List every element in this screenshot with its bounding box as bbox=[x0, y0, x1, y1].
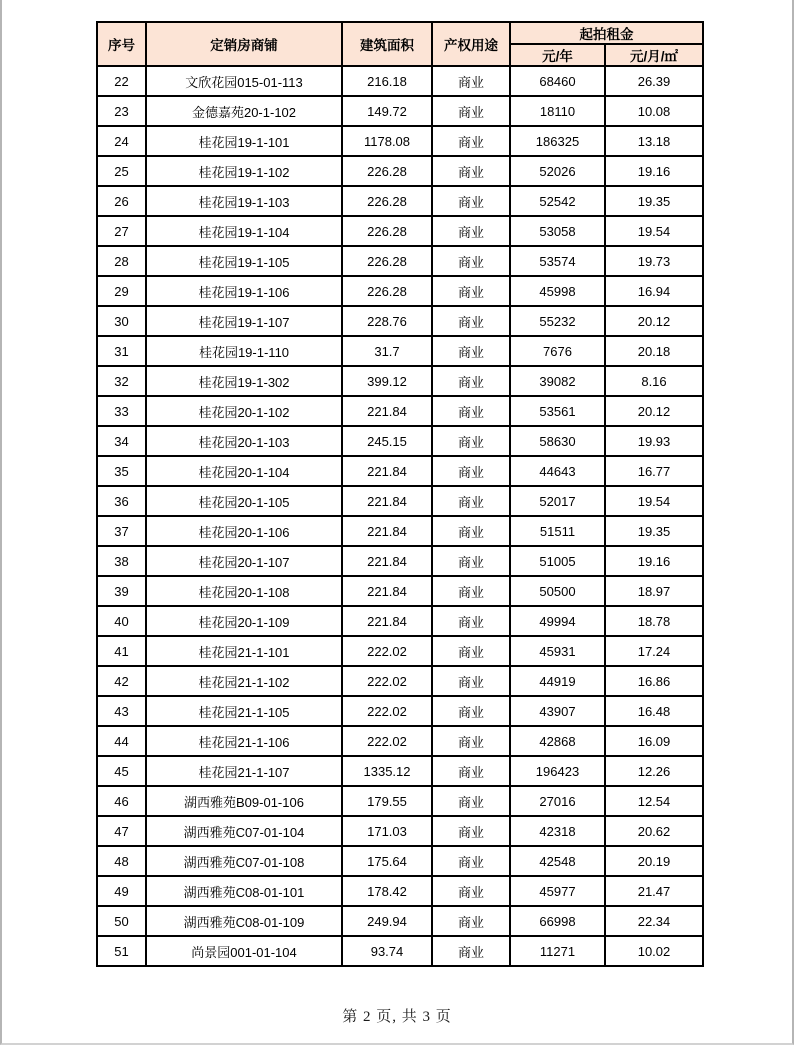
index-cell: 48 bbox=[97, 846, 146, 876]
usage-cell: 商业 bbox=[432, 606, 510, 636]
usage-cell: 商业 bbox=[432, 366, 510, 396]
area-cell: 222.02 bbox=[342, 696, 432, 726]
rent-per-year-cell: 52026 bbox=[510, 156, 605, 186]
rent-per-month-sqm-cell: 16.94 bbox=[605, 276, 703, 306]
shop-name-cell: 桂花园20-1-102 bbox=[146, 396, 342, 426]
usage-cell: 商业 bbox=[432, 576, 510, 606]
shop-name-cell: 桂花园19-1-106 bbox=[146, 276, 342, 306]
rent-per-month-sqm-cell: 19.16 bbox=[605, 546, 703, 576]
shop-name-cell: 湖西雅苑C07-01-108 bbox=[146, 846, 342, 876]
shop-name-cell: 文欣花园015-01-113 bbox=[146, 66, 342, 96]
rent-per-month-sqm-cell: 12.26 bbox=[605, 756, 703, 786]
rent-per-year-cell: 58630 bbox=[510, 426, 605, 456]
rent-per-year-cell: 7676 bbox=[510, 336, 605, 366]
table-row bbox=[97, 906, 703, 936]
area-cell: 1178.08 bbox=[342, 126, 432, 156]
header-shop: 定销房商铺 bbox=[146, 22, 342, 66]
index-cell: 35 bbox=[97, 456, 146, 486]
rent-per-year-cell: 27016 bbox=[510, 786, 605, 816]
rent-per-month-sqm-cell: 22.34 bbox=[605, 906, 703, 936]
shop-name-cell: 桂花园20-1-108 bbox=[146, 576, 342, 606]
shop-name-cell: 金德嘉苑20-1-102 bbox=[146, 96, 342, 126]
area-cell: 226.28 bbox=[342, 156, 432, 186]
area-cell: 31.7 bbox=[342, 336, 432, 366]
usage-cell: 商业 bbox=[432, 486, 510, 516]
area-cell: 221.84 bbox=[342, 486, 432, 516]
area-cell: 221.84 bbox=[342, 576, 432, 606]
usage-cell: 商业 bbox=[432, 666, 510, 696]
usage-cell: 商业 bbox=[432, 846, 510, 876]
index-cell: 37 bbox=[97, 516, 146, 546]
table-row bbox=[97, 936, 703, 966]
shop-name-cell: 桂花园20-1-107 bbox=[146, 546, 342, 576]
shop-name-cell: 桂花园19-1-103 bbox=[146, 186, 342, 216]
rent-per-year-cell: 45977 bbox=[510, 876, 605, 906]
rent-per-month-sqm-cell: 16.48 bbox=[605, 696, 703, 726]
rent-per-month-sqm-cell: 16.77 bbox=[605, 456, 703, 486]
area-cell: 221.84 bbox=[342, 396, 432, 426]
rent-per-year-cell: 186325 bbox=[510, 126, 605, 156]
area-cell: 222.02 bbox=[342, 666, 432, 696]
index-cell: 22 bbox=[97, 66, 146, 96]
rent-per-year-cell: 51005 bbox=[510, 546, 605, 576]
usage-cell: 商业 bbox=[432, 186, 510, 216]
rent-per-month-sqm-cell: 26.39 bbox=[605, 66, 703, 96]
header-usage: 产权用途 bbox=[432, 22, 510, 66]
shop-name-cell: 桂花园19-1-302 bbox=[146, 366, 342, 396]
rent-per-month-sqm-cell: 19.54 bbox=[605, 216, 703, 246]
table-body bbox=[97, 66, 703, 966]
rent-per-year-cell: 39082 bbox=[510, 366, 605, 396]
rent-per-month-sqm-cell: 13.18 bbox=[605, 126, 703, 156]
area-cell: 226.28 bbox=[342, 276, 432, 306]
usage-cell: 商业 bbox=[432, 816, 510, 846]
index-cell: 28 bbox=[97, 246, 146, 276]
table-row bbox=[97, 216, 703, 246]
shop-name-cell: 桂花园20-1-106 bbox=[146, 516, 342, 546]
index-cell: 42 bbox=[97, 666, 146, 696]
usage-cell: 商业 bbox=[432, 126, 510, 156]
rent-per-month-sqm-cell: 18.78 bbox=[605, 606, 703, 636]
header-index: 序号 bbox=[97, 22, 146, 66]
rent-per-month-sqm-cell: 19.16 bbox=[605, 156, 703, 186]
shop-name-cell: 桂花园21-1-102 bbox=[146, 666, 342, 696]
area-cell: 222.02 bbox=[342, 726, 432, 756]
usage-cell: 商业 bbox=[432, 396, 510, 426]
header-rent-per-month-sqm: 元/月/㎡ bbox=[605, 44, 703, 66]
table-row bbox=[97, 666, 703, 696]
area-cell: 221.84 bbox=[342, 546, 432, 576]
page-footer: 第 2 页, 共 3 页 bbox=[342, 1009, 452, 1025]
index-cell: 34 bbox=[97, 426, 146, 456]
table-row bbox=[97, 276, 703, 306]
shop-name-cell: 桂花园21-1-105 bbox=[146, 696, 342, 726]
rent-table bbox=[96, 21, 704, 967]
rent-per-year-cell: 51511 bbox=[510, 516, 605, 546]
rent-per-month-sqm-cell: 17.24 bbox=[605, 636, 703, 666]
index-cell: 31 bbox=[97, 336, 146, 366]
index-cell: 23 bbox=[97, 96, 146, 126]
rent-per-year-cell: 196423 bbox=[510, 756, 605, 786]
shop-name-cell: 桂花园21-1-107 bbox=[146, 756, 342, 786]
area-cell: 222.02 bbox=[342, 636, 432, 666]
table-row bbox=[97, 636, 703, 666]
index-cell: 51 bbox=[97, 936, 146, 966]
shop-name-cell: 桂花园19-1-110 bbox=[146, 336, 342, 366]
table-row bbox=[97, 876, 703, 906]
table-row bbox=[97, 186, 703, 216]
rent-per-month-sqm-cell: 16.86 bbox=[605, 666, 703, 696]
index-cell: 40 bbox=[97, 606, 146, 636]
area-cell: 1335.12 bbox=[342, 756, 432, 786]
table-row bbox=[97, 486, 703, 516]
usage-cell: 商业 bbox=[432, 216, 510, 246]
index-cell: 24 bbox=[97, 126, 146, 156]
shop-name-cell: 桂花园20-1-109 bbox=[146, 606, 342, 636]
table-row bbox=[97, 336, 703, 366]
index-cell: 32 bbox=[97, 366, 146, 396]
rent-per-year-cell: 66998 bbox=[510, 906, 605, 936]
table-row bbox=[97, 306, 703, 336]
usage-cell: 商业 bbox=[432, 456, 510, 486]
area-cell: 226.28 bbox=[342, 186, 432, 216]
area-cell: 249.94 bbox=[342, 906, 432, 936]
header-rent-group: 起拍租金 bbox=[510, 22, 703, 44]
table-row bbox=[97, 246, 703, 276]
rent-per-year-cell: 68460 bbox=[510, 66, 605, 96]
index-cell: 25 bbox=[97, 156, 146, 186]
area-cell: 221.84 bbox=[342, 606, 432, 636]
area-cell: 226.28 bbox=[342, 216, 432, 246]
usage-cell: 商业 bbox=[432, 726, 510, 756]
index-cell: 45 bbox=[97, 756, 146, 786]
area-cell: 216.18 bbox=[342, 66, 432, 96]
shop-name-cell: 湖西雅苑B09-01-106 bbox=[146, 786, 342, 816]
area-cell: 171.03 bbox=[342, 816, 432, 846]
rent-per-year-cell: 44643 bbox=[510, 456, 605, 486]
usage-cell: 商业 bbox=[432, 426, 510, 456]
usage-cell: 商业 bbox=[432, 786, 510, 816]
rent-per-year-cell: 53058 bbox=[510, 216, 605, 246]
table-row bbox=[97, 786, 703, 816]
index-cell: 30 bbox=[97, 306, 146, 336]
rent-per-month-sqm-cell: 20.12 bbox=[605, 306, 703, 336]
rent-per-month-sqm-cell: 19.35 bbox=[605, 186, 703, 216]
shop-name-cell: 桂花园19-1-104 bbox=[146, 216, 342, 246]
rent-per-month-sqm-cell: 21.47 bbox=[605, 876, 703, 906]
usage-cell: 商业 bbox=[432, 546, 510, 576]
index-cell: 26 bbox=[97, 186, 146, 216]
rent-per-month-sqm-cell: 20.62 bbox=[605, 816, 703, 846]
table-row bbox=[97, 426, 703, 456]
rent-per-year-cell: 53574 bbox=[510, 246, 605, 276]
index-cell: 43 bbox=[97, 696, 146, 726]
table-row bbox=[97, 96, 703, 126]
index-cell: 46 bbox=[97, 786, 146, 816]
shop-name-cell: 湖西雅苑C08-01-101 bbox=[146, 876, 342, 906]
area-cell: 228.76 bbox=[342, 306, 432, 336]
rent-per-month-sqm-cell: 19.93 bbox=[605, 426, 703, 456]
shop-name-cell: 桂花园21-1-101 bbox=[146, 636, 342, 666]
table-row bbox=[97, 696, 703, 726]
rent-per-year-cell: 42868 bbox=[510, 726, 605, 756]
index-cell: 33 bbox=[97, 396, 146, 426]
area-cell: 93.74 bbox=[342, 936, 432, 966]
area-cell: 245.15 bbox=[342, 426, 432, 456]
area-cell: 179.55 bbox=[342, 786, 432, 816]
rent-per-year-cell: 18110 bbox=[510, 96, 605, 126]
rent-per-year-cell: 50500 bbox=[510, 576, 605, 606]
rent-per-year-cell: 42318 bbox=[510, 816, 605, 846]
rent-per-month-sqm-cell: 19.73 bbox=[605, 246, 703, 276]
table-row bbox=[97, 726, 703, 756]
rent-per-month-sqm-cell: 19.54 bbox=[605, 486, 703, 516]
table-row bbox=[97, 576, 703, 606]
rent-per-year-cell: 52542 bbox=[510, 186, 605, 216]
usage-cell: 商业 bbox=[432, 336, 510, 366]
rent-per-month-sqm-cell: 20.12 bbox=[605, 396, 703, 426]
shop-name-cell: 尚景园001-01-104 bbox=[146, 936, 342, 966]
header-rent-per-year: 元/年 bbox=[510, 44, 605, 66]
rent-per-year-cell: 42548 bbox=[510, 846, 605, 876]
table-row bbox=[97, 396, 703, 426]
rent-per-year-cell: 52017 bbox=[510, 486, 605, 516]
index-cell: 44 bbox=[97, 726, 146, 756]
usage-cell: 商业 bbox=[432, 156, 510, 186]
table-row bbox=[97, 456, 703, 486]
rent-per-month-sqm-cell: 19.35 bbox=[605, 516, 703, 546]
index-cell: 27 bbox=[97, 216, 146, 246]
index-cell: 38 bbox=[97, 546, 146, 576]
usage-cell: 商业 bbox=[432, 246, 510, 276]
table-row bbox=[97, 546, 703, 576]
area-cell: 221.84 bbox=[342, 456, 432, 486]
rent-per-year-cell: 45931 bbox=[510, 636, 605, 666]
usage-cell: 商业 bbox=[432, 906, 510, 936]
rent-per-month-sqm-cell: 10.02 bbox=[605, 936, 703, 966]
table-row bbox=[97, 756, 703, 786]
rent-per-year-cell: 49994 bbox=[510, 606, 605, 636]
index-cell: 50 bbox=[97, 906, 146, 936]
table-row bbox=[97, 606, 703, 636]
rent-per-month-sqm-cell: 20.18 bbox=[605, 336, 703, 366]
shop-name-cell: 桂花园19-1-101 bbox=[146, 126, 342, 156]
table-header bbox=[97, 22, 703, 66]
rent-per-year-cell: 55232 bbox=[510, 306, 605, 336]
table-row bbox=[97, 846, 703, 876]
rent-per-year-cell: 11271 bbox=[510, 936, 605, 966]
table-row bbox=[97, 66, 703, 96]
index-cell: 49 bbox=[97, 876, 146, 906]
header-area: 建筑面积 bbox=[342, 22, 432, 66]
area-cell: 221.84 bbox=[342, 516, 432, 546]
usage-cell: 商业 bbox=[432, 516, 510, 546]
shop-name-cell: 桂花园21-1-106 bbox=[146, 726, 342, 756]
usage-cell: 商业 bbox=[432, 696, 510, 726]
table-row bbox=[97, 816, 703, 846]
index-cell: 47 bbox=[97, 816, 146, 846]
shop-name-cell: 桂花园20-1-105 bbox=[146, 486, 342, 516]
rent-per-month-sqm-cell: 10.08 bbox=[605, 96, 703, 126]
index-cell: 36 bbox=[97, 486, 146, 516]
table-row bbox=[97, 126, 703, 156]
rent-per-year-cell: 43907 bbox=[510, 696, 605, 726]
rent-per-year-cell: 44919 bbox=[510, 666, 605, 696]
shop-name-cell: 桂花园19-1-107 bbox=[146, 306, 342, 336]
area-cell: 178.42 bbox=[342, 876, 432, 906]
rent-per-month-sqm-cell: 8.16 bbox=[605, 366, 703, 396]
usage-cell: 商业 bbox=[432, 96, 510, 126]
usage-cell: 商业 bbox=[432, 66, 510, 96]
table-row bbox=[97, 516, 703, 546]
shop-name-cell: 桂花园19-1-102 bbox=[146, 156, 342, 186]
usage-cell: 商业 bbox=[432, 936, 510, 966]
rent-per-year-cell: 53561 bbox=[510, 396, 605, 426]
usage-cell: 商业 bbox=[432, 636, 510, 666]
shop-name-cell: 湖西雅苑C08-01-109 bbox=[146, 906, 342, 936]
index-cell: 41 bbox=[97, 636, 146, 666]
shop-name-cell: 桂花园20-1-103 bbox=[146, 426, 342, 456]
usage-cell: 商业 bbox=[432, 276, 510, 306]
rent-per-month-sqm-cell: 20.19 bbox=[605, 846, 703, 876]
shop-name-cell: 桂花园19-1-105 bbox=[146, 246, 342, 276]
area-cell: 399.12 bbox=[342, 366, 432, 396]
usage-cell: 商业 bbox=[432, 756, 510, 786]
shop-name-cell: 桂花园20-1-104 bbox=[146, 456, 342, 486]
index-cell: 29 bbox=[97, 276, 146, 306]
index-cell: 39 bbox=[97, 576, 146, 606]
table-row bbox=[97, 366, 703, 396]
table-row bbox=[97, 156, 703, 186]
rent-per-month-sqm-cell: 12.54 bbox=[605, 786, 703, 816]
area-cell: 149.72 bbox=[342, 96, 432, 126]
usage-cell: 商业 bbox=[432, 876, 510, 906]
usage-cell: 商业 bbox=[432, 306, 510, 336]
rent-per-year-cell: 45998 bbox=[510, 276, 605, 306]
rent-per-month-sqm-cell: 18.97 bbox=[605, 576, 703, 606]
area-cell: 226.28 bbox=[342, 246, 432, 276]
shop-name-cell: 湖西雅苑C07-01-104 bbox=[146, 816, 342, 846]
rent-per-month-sqm-cell: 16.09 bbox=[605, 726, 703, 756]
area-cell: 175.64 bbox=[342, 846, 432, 876]
